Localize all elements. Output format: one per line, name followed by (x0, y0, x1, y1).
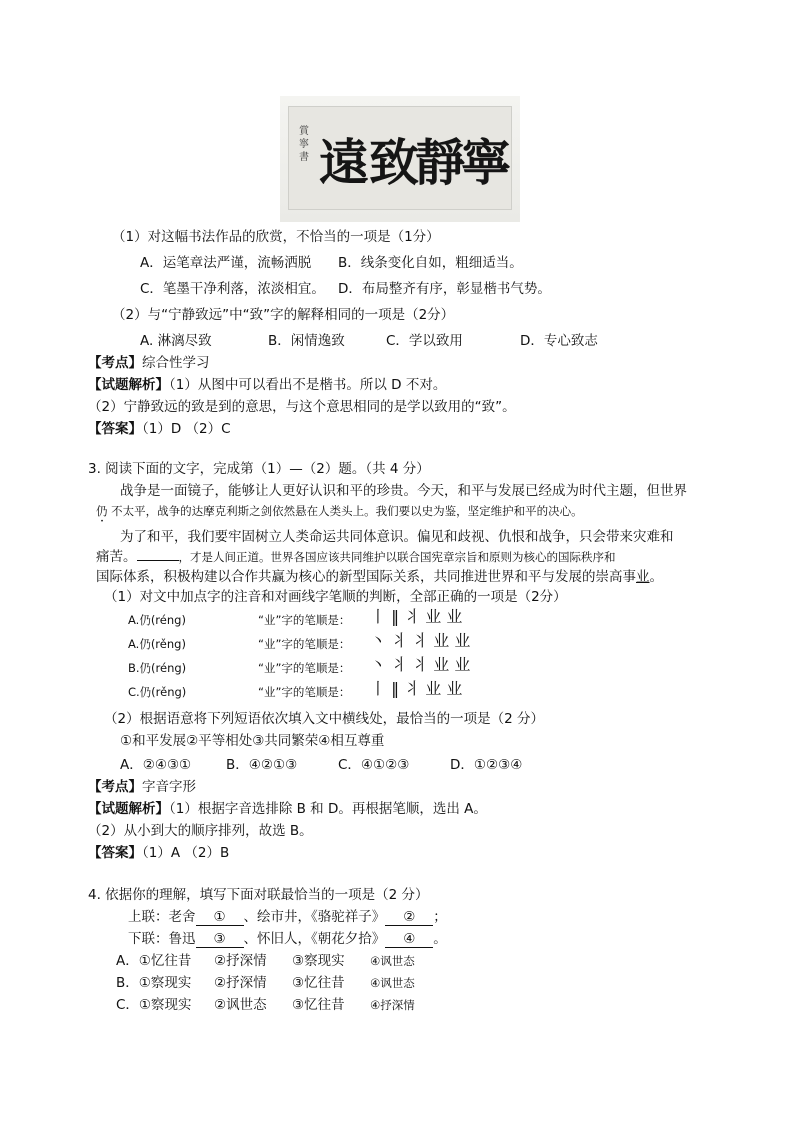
q3-paragraph-2a: 为了和平，我们要牢固树立人类命运共同体意识。偏见和歧视、仇恨和战争，只会带来灾难和 (120, 529, 674, 545)
q4-option-c-2: ②讽世态 (214, 997, 267, 1013)
q3-paragraph-2c (96, 568, 663, 586)
jiexi-label: 【试题解析】 (88, 801, 169, 817)
q3-row-2-strokes: 丶 丬 丬 业 业 (370, 631, 471, 650)
calligraphy-char-2: 致 (369, 133, 419, 192)
q4-option-b-4: ④讽世态 (370, 976, 415, 990)
q3-row-1-order: “业”字的笔顺是： (258, 613, 351, 627)
kaodian-text: 综合性学习 (142, 355, 210, 371)
kaodian-label: 【考点】 (88, 355, 142, 371)
q3-sub1: （1）对文中加点字的注音和对画线字笔顺的判断，全部正确的一项是（2分） (104, 589, 567, 605)
q2-jiexi-2: （2）宁静致远的致是到的意思，与这个意思相同的是学以致用的“致”。 (88, 399, 516, 415)
q3-sub2-option-c: C．④①②③ (338, 757, 410, 773)
q2-sub2-option-a: A. 淋漓尽致 (140, 333, 212, 349)
q2-sub2-option-b: B．闲情逸致 (268, 333, 345, 349)
q3-paragraph-2b-pre: 痛苦。 (96, 549, 137, 565)
q3-title: 3. 阅读下面的文字，完成第（1）—（2）题。（共 4 分） (88, 461, 430, 477)
q3-paragraph-2c-text: 国际体系，积极构建以合作共赢为核心的新型国际关系，共同推进世界和平与发展的崇高事 (96, 569, 636, 585)
q4-shanglian (128, 908, 447, 926)
jiexi-label: 【试题解析】 (88, 377, 169, 393)
q3-row-3-label: B.仍(réng) (128, 661, 187, 675)
dotted-char: 仍 (96, 504, 108, 518)
q4-option-c-3: ③忆往昔 (292, 997, 345, 1013)
q3-row-4-order: “业”字的笔顺是： (258, 685, 351, 699)
q3-row-3-strokes: 丶 丬 丬 业 业 (370, 655, 471, 674)
blank-3: ③ (196, 931, 244, 948)
q3-row-3-order: “业”字的笔顺是： (258, 661, 351, 675)
calligraphy-paper (288, 106, 512, 210)
q3-answer (88, 844, 229, 862)
kaodian-label: 【考点】 (88, 779, 142, 795)
q3-paragraph-2b-post: ，才是人间正道。世界各国应该共同维护以联合国宪章宗旨和原则为核心的国际秩序和 (178, 550, 616, 564)
q4-option-a-3: ③察现实 (292, 953, 345, 969)
q3-paragraph-2b (96, 548, 616, 566)
q2-sub2: （2）与“宁静致远”中“致”字的解释相同的一项是（2分） (112, 307, 455, 323)
xialian-mid: 、怀旧人，《朝花夕拾》 (243, 931, 386, 947)
q3-row-1-strokes: 丨 ‖ 丬 业 业 (370, 607, 463, 626)
answer-label: 【答案】 (88, 845, 142, 861)
q4-option-a-1: A．①忆往昔 (116, 953, 192, 969)
q3-row-2-label: A.仍(rěng) (128, 637, 186, 651)
q3-blank (137, 560, 179, 561)
q3-paragraph-2c-end: 。 (649, 569, 663, 585)
q4-option-a-4: ④讽世态 (370, 954, 415, 968)
answer-text: （1）A （2）B (142, 845, 230, 861)
q2-sub2-option-d: D．专心致志 (520, 333, 598, 349)
q3-jiexi-2: （2）从小到大的顺序排列，故选 B。 (88, 823, 313, 839)
q4-title: 4. 依据你的理解，填写下面对联最恰当的一项是（2 分） (88, 887, 429, 903)
kaodian-text: 字音字形 (142, 779, 196, 795)
q3-paragraph-1b (96, 503, 583, 525)
underlined-char: 业 (636, 569, 650, 585)
q2-option-a: A．运笔章法严谨，流畅洒脱 (140, 255, 312, 271)
jiexi-text-1: （1）根据字音选排除 B 和 D。再根据笔顺，选出 A。 (169, 801, 487, 817)
q3-sub2-option-b: B．④②①③ (226, 757, 298, 773)
q2-sub2-option-c: C．学以致用 (386, 333, 463, 349)
shanglian-end: ； (433, 909, 447, 925)
q3-sub2-option-d: D．①②③④ (450, 757, 523, 773)
q3-row-4-label: C.仍(rěng) (128, 685, 187, 699)
xialian-end: 。 (433, 931, 447, 947)
xialian-pre: 下联：鲁迅 (128, 931, 196, 947)
q3-paragraph-1a: 战争是一面镜子，能够让人更好认识和平的珍贵。今天，和平与发展已经成为时代主题，但世界 (120, 483, 687, 499)
q4-option-b-2: ②抒深情 (214, 975, 267, 991)
q4-option-b-1: B．①察现实 (116, 975, 192, 991)
blank-1: ① (196, 909, 244, 926)
q3-paragraph-1b-text: 不太平，战争的达摩克利斯之剑依然悬在人类头上。我们要以史为鉴，坚定维护和平的决心。 (107, 504, 583, 518)
shanglian-pre: 上联：老舍 (128, 909, 196, 925)
q3-row-1-label: A.仍(réng) (128, 613, 186, 627)
jiexi-text-1: （1）从图中可以看出不是楷书。所以 D 不对。 (169, 377, 447, 393)
q2-option-d: D．布局整齐有序，彰显楷书气势。 (338, 281, 551, 297)
calligraphy-char-4: 寧 (461, 133, 511, 192)
calligraphy-image (280, 96, 520, 222)
q3-row-4-strokes: 丨 ‖ 丬 业 业 (370, 679, 463, 698)
q3-phrases: ①和平发展②平等相处③共同繁荣④相互尊重 (120, 733, 385, 749)
answer-text: （1）D （2）C (142, 421, 231, 437)
q3-sub2-option-a: A．②④③① (120, 757, 192, 773)
q4-xialian (128, 930, 447, 948)
calligraphy-char-1: 遠 (319, 133, 369, 192)
shanglian-mid: 、绘市井，《骆驼祥子》 (243, 909, 386, 925)
q2-option-b: B．线条变化自如，粗细适当。 (338, 255, 523, 271)
q2-kaodian (88, 354, 210, 372)
q2-jiexi (88, 376, 446, 394)
q4-option-a-2: ②抒深情 (214, 953, 267, 969)
q4-option-c-1: C．①察现实 (116, 997, 192, 1013)
q3-sub2: （2）根据语意将下列短语依次填入文中横线处，最恰当的一项是（2 分） (104, 711, 544, 727)
q3-jiexi (88, 800, 487, 818)
q2-option-c: C．笔墨干净利落，浓淡相宜。 (140, 281, 325, 297)
q3-kaodian (88, 778, 196, 796)
blank-2: ② (385, 909, 433, 926)
q4-option-b-3: ③忆往昔 (292, 975, 345, 991)
blank-4: ④ (385, 931, 433, 948)
calligraphy-char-3: 靜 (415, 133, 465, 192)
calligraphy-signature: 賞 寧 書 (299, 126, 309, 163)
q2-answer (88, 420, 231, 438)
answer-label: 【答案】 (88, 421, 142, 437)
q2-sub1: （1）对这幅书法作品的欣赏，不恰当的一项是（1分） (112, 229, 440, 245)
q4-option-c-4: ④抒深情 (370, 998, 415, 1012)
q3-row-2-order: “业”字的笔顺是： (258, 637, 351, 651)
